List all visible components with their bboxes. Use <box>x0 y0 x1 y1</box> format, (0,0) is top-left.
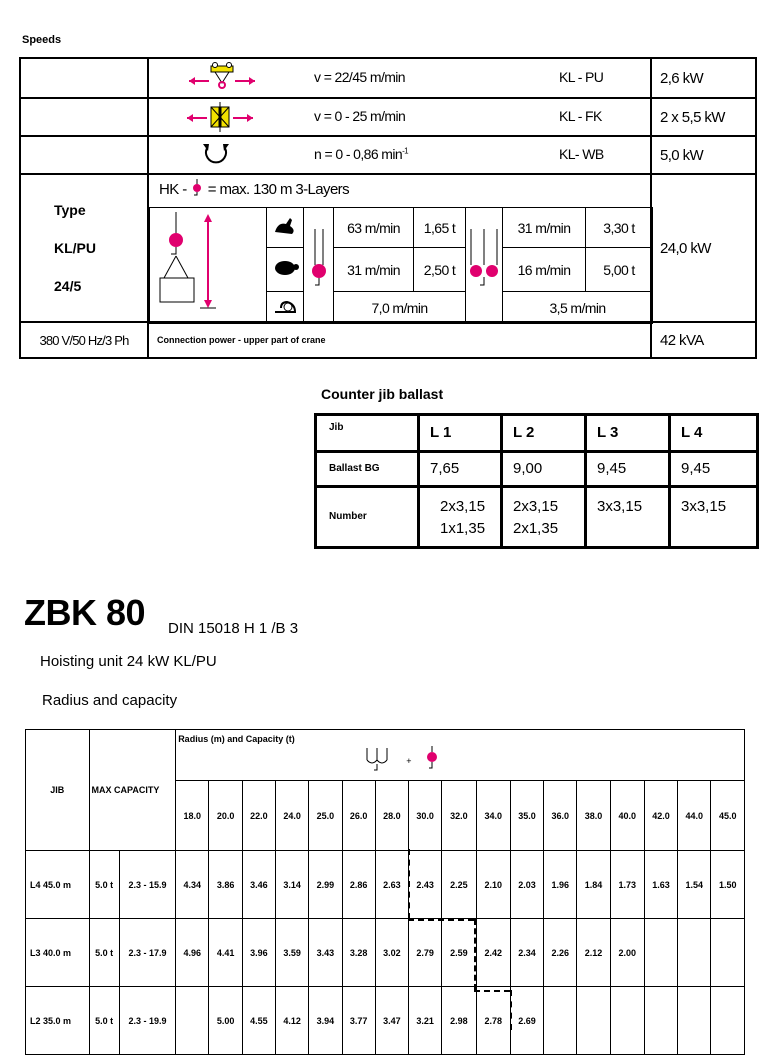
speed-row-travel <box>20 98 756 136</box>
single-fast-speed: 63 m/min <box>334 208 414 248</box>
radius-header-cell: 18.0 <box>176 781 209 851</box>
radius-header-cell: 42.0 <box>644 781 677 851</box>
travel-power: 2 x 5,5 kW <box>651 98 756 136</box>
connection-power: 42 kVA <box>651 322 756 358</box>
capacity-range: 2.3 - 19.9 <box>119 987 175 1055</box>
capacity-cell: 2.79 <box>409 919 442 987</box>
capacity-cell: 3.77 <box>342 987 375 1055</box>
number-l1: 2x3,15 1x1,35 <box>419 486 502 547</box>
capacity-cell <box>544 987 577 1055</box>
single-hook-icon <box>309 229 329 299</box>
capacity-cell: 3.14 <box>275 851 308 919</box>
trolley-power: 2,6 kW <box>651 58 756 98</box>
jib-label: Jib <box>316 415 419 452</box>
capacity-cell: 2.25 <box>442 851 476 919</box>
capacity-cell <box>577 987 610 1055</box>
reeving-boundary <box>408 919 474 921</box>
capacity-cell: 5.00 <box>209 987 242 1055</box>
capacity-cell: 2.99 <box>309 851 342 919</box>
radius-header-cell: 45.0 <box>711 781 745 851</box>
jib-length: L3 40.0 m <box>26 919 90 987</box>
slewing-icon <box>201 140 231 170</box>
double-medium-load: 5,00 t <box>586 248 653 292</box>
radius-header-cell: 24.0 <box>275 781 308 851</box>
jib-l2: L 2 <box>502 415 586 452</box>
travel-icon <box>185 101 255 133</box>
capacity-cell: 4.41 <box>209 919 242 987</box>
number-l2: 2x3,15 2x1,35 <box>502 486 586 547</box>
capacity-cell: 2.98 <box>442 987 476 1055</box>
speed-row-connection <box>20 322 756 358</box>
max-capacity: 5.0 t <box>89 851 119 919</box>
capacity-cell: 2.43 <box>409 851 442 919</box>
speeds-table <box>19 57 757 359</box>
capacity-cell: 1.63 <box>644 851 677 919</box>
fast-speed-icon <box>272 214 298 238</box>
radius-header-cell: 20.0 <box>209 781 242 851</box>
capacity-cell: 4.55 <box>242 987 275 1055</box>
capacity-cell: 3.59 <box>275 919 308 987</box>
model-title: ZBK 80 <box>24 592 146 633</box>
double-fast-speed: 31 m/min <box>503 208 586 248</box>
double-fast-load: 3,30 t <box>586 208 653 248</box>
double-medium-speed: 16 m/min <box>503 248 586 292</box>
ballast-bg-label: Ballast BG <box>316 451 419 486</box>
travel-code: KL - FK <box>559 108 602 124</box>
single-hook-small-icon <box>425 746 439 772</box>
speed-row-hoist <box>20 174 756 322</box>
radius-header-cell: 44.0 <box>678 781 711 851</box>
slewing-power: 5,0 kW <box>651 136 756 174</box>
connection-label: Connection power - upper part of crane <box>148 322 651 358</box>
radius-header-cell: 38.0 <box>577 781 610 851</box>
reeving-boundary <box>510 990 512 1030</box>
capacity-cell: 1.54 <box>678 851 711 919</box>
ballast-table <box>314 413 759 549</box>
medium-speed-icon <box>271 257 299 279</box>
capacity-cell: 2.03 <box>510 851 543 919</box>
capacity-cell: 2.26 <box>544 919 577 987</box>
jib-length: L2 35.0 m <box>26 987 90 1055</box>
capacity-cell <box>711 919 745 987</box>
capacity-cell: 3.02 <box>375 919 408 987</box>
radius-capacity-title: Radius and capacity <box>42 692 178 709</box>
ballast-title: Counter jib ballast <box>321 386 444 402</box>
jib-l4: L 4 <box>670 415 758 452</box>
radius-header-cell: 25.0 <box>309 781 342 851</box>
capacity-cell <box>644 987 677 1055</box>
number-label: Number <box>316 486 419 547</box>
double-hook-small-icon <box>364 748 390 774</box>
slewing-code: KL- WB <box>559 146 604 162</box>
hoist-diagram-icon <box>156 212 266 322</box>
reeving-boundary <box>408 849 410 919</box>
capacity-cell: 3.28 <box>342 919 375 987</box>
capacity-cell: 1.50 <box>711 851 745 919</box>
single-slow-speed: 7,0 m/min <box>334 292 466 324</box>
crane-type: Type KL/PU 24/5 <box>20 174 148 322</box>
trolley-code: KL - PU <box>559 69 604 85</box>
ballast-l3: 9,45 <box>586 451 670 486</box>
trolley-speed: v = 22/45 m/min <box>314 69 405 85</box>
capacity-cell: 1.96 <box>544 851 577 919</box>
reeving-boundary <box>474 990 510 992</box>
capacity-cell: 2.69 <box>510 987 543 1055</box>
number-l4: 3x3,15 <box>670 486 758 547</box>
radius-header-cell: 40.0 <box>610 781 644 851</box>
ballast-l4: 9,45 <box>670 451 758 486</box>
radius-header-cell: 28.0 <box>375 781 408 851</box>
jib-l1: L 1 <box>419 415 502 452</box>
capacity-range: 2.3 - 15.9 <box>119 851 175 919</box>
radius-header-cell: 34.0 <box>476 781 510 851</box>
capacity-cell: 2.12 <box>577 919 610 987</box>
capacity-cell <box>610 987 644 1055</box>
max-capacity-header: MAX CAPACITY <box>89 730 176 851</box>
capacity-cell: 3.86 <box>209 851 242 919</box>
double-hook-icon <box>467 229 501 299</box>
capacity-cell: 4.12 <box>275 987 308 1055</box>
radius-capacity-header: Radius (m) and Capacity (t) <box>178 734 295 744</box>
din-standard: DIN 15018 H 1 /B 3 <box>168 620 299 637</box>
capacity-cell: 2.10 <box>476 851 510 919</box>
capacity-cell: 2.59 <box>442 919 476 987</box>
double-slow-speed: 3,5 m/min <box>503 292 653 324</box>
capacity-cell: 3.21 <box>409 987 442 1055</box>
radius-header-cell: 35.0 <box>510 781 543 851</box>
max-capacity: 5.0 t <box>89 919 119 987</box>
table-row <box>26 919 745 987</box>
ballast-l1: 7,65 <box>419 451 502 486</box>
jib-l3: L 3 <box>586 415 670 452</box>
capacity-cell: 4.34 <box>176 851 209 919</box>
speed-row-trolley <box>20 58 756 98</box>
capacity-cell: 1.73 <box>610 851 644 919</box>
capacity-cell <box>176 987 209 1055</box>
capacity-cell: 2.34 <box>510 919 543 987</box>
capacity-cell: 2.00 <box>610 919 644 987</box>
capacity-cell: 2.86 <box>342 851 375 919</box>
table-row <box>26 987 745 1055</box>
capacity-cell: 3.96 <box>242 919 275 987</box>
single-medium-load: 2,50 t <box>414 248 466 292</box>
radius-header-cell: 32.0 <box>442 781 476 851</box>
jib-header: JIB <box>26 730 90 851</box>
table-row <box>26 851 745 919</box>
capacity-cell: 3.94 <box>309 987 342 1055</box>
ballast-l2: 9,00 <box>502 451 586 486</box>
hook-height: HK - = max. 130 m 3-Layers <box>159 181 349 198</box>
radius-header-cell: 26.0 <box>342 781 375 851</box>
capacity-cell <box>644 919 677 987</box>
radius-header-cell: 36.0 <box>544 781 577 851</box>
power-supply: 380 V/50 Hz/3 Ph <box>20 322 148 358</box>
plus-sign: + <box>406 756 412 766</box>
reeving-boundary <box>474 919 476 990</box>
single-fast-load: 1,65 t <box>414 208 466 248</box>
capacity-cell: 3.46 <box>242 851 275 919</box>
trolley-icon <box>187 61 257 95</box>
slow-speed-icon <box>273 296 297 316</box>
capacity-cell: 2.63 <box>375 851 408 919</box>
capacity-cell: 2.78 <box>476 987 510 1055</box>
capacity-cell <box>711 987 745 1055</box>
radius-header-cell: 22.0 <box>242 781 275 851</box>
hook-icon <box>190 179 204 197</box>
capacity-cell: 1.84 <box>577 851 610 919</box>
capacity-cell: 4.96 <box>176 919 209 987</box>
max-capacity: 5.0 t <box>89 987 119 1055</box>
slewing-speed: n = 0 - 0,86 $\min^{-1}$ <box>314 146 408 162</box>
capacity-cell <box>678 987 711 1055</box>
capacity-cell: 3.47 <box>375 987 408 1055</box>
hoist-power: 24,0 kW <box>651 174 756 322</box>
capacity-cell: 3.43 <box>309 919 342 987</box>
single-medium-speed: 31 m/min <box>334 248 414 292</box>
speeds-title: Speeds <box>22 34 62 46</box>
capacity-cell: 2.42 <box>476 919 510 987</box>
capacity-range: 2.3 - 17.9 <box>119 919 175 987</box>
speed-row-slewing <box>20 136 756 174</box>
jib-length: L4 45.0 m <box>26 851 90 919</box>
travel-speed: v = 0 - 25 m/min <box>314 108 406 124</box>
radius-header-cell: 30.0 <box>409 781 442 851</box>
radius-table <box>25 729 745 1055</box>
hoisting-unit: Hoisting unit 24 kW KL/PU <box>40 653 217 670</box>
number-l3: 3x3,15 <box>586 486 670 547</box>
capacity-cell <box>678 919 711 987</box>
